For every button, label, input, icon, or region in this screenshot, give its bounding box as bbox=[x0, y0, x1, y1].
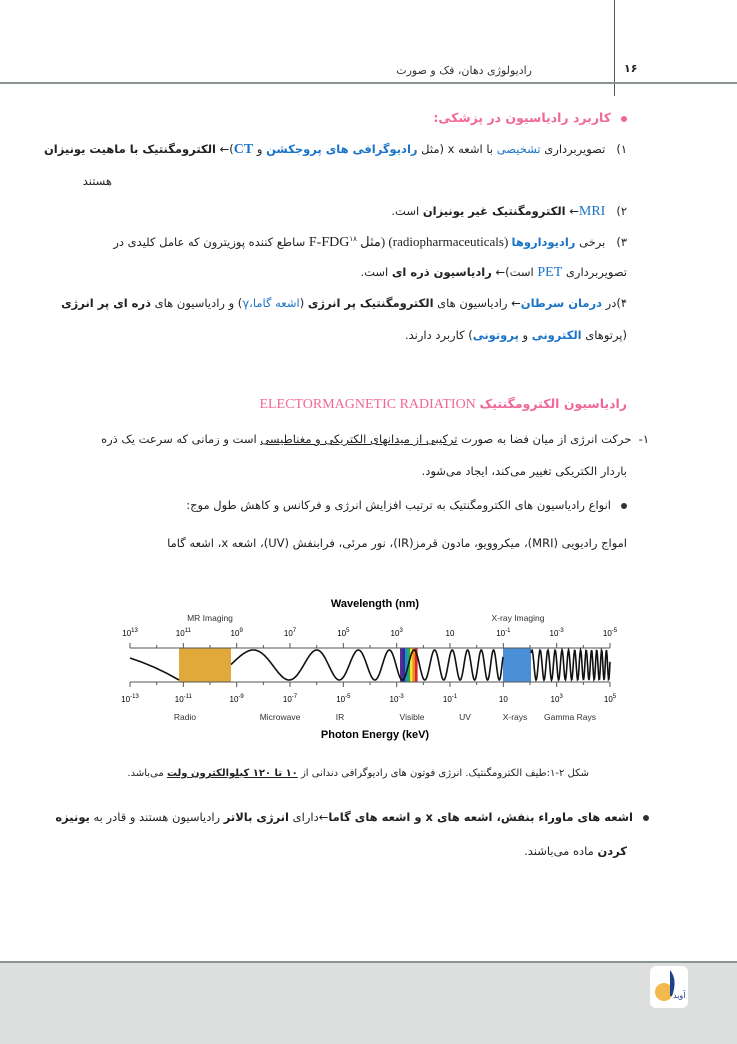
item-number: ۳) bbox=[616, 235, 627, 249]
energy-tick-label: $10^{-1}$ bbox=[442, 694, 458, 704]
item-number: ۱- bbox=[638, 432, 649, 446]
use-item-4-cont bbox=[405, 328, 627, 342]
term: ۱۰ تا ۱۲۰ کیلوالکترون ولت bbox=[166, 768, 298, 779]
energy-tick-label: 10 bbox=[498, 695, 508, 704]
energy-tick-label: $10^5$ bbox=[603, 694, 617, 704]
use-item-4 bbox=[61, 296, 627, 310]
text: و bbox=[518, 328, 532, 342]
text: و bbox=[253, 142, 267, 156]
text: ← رادیاسیون های bbox=[433, 296, 521, 310]
publisher-logo bbox=[650, 966, 688, 1008]
item-number: ۱) bbox=[616, 142, 627, 156]
band-label: Visible bbox=[399, 712, 425, 722]
band-label: IR bbox=[335, 712, 345, 722]
wavelength-tick-label: $10^{-5}$ bbox=[602, 628, 618, 638]
text: رادیاسیون هستند و قادر به bbox=[89, 810, 224, 824]
term: الکترومگنتیک غیر یونیزان bbox=[422, 204, 566, 218]
use-item-2 bbox=[391, 204, 627, 220]
text: ( bbox=[299, 296, 308, 310]
term: PET bbox=[537, 265, 563, 280]
term: الکترومگنتیک با ماهیت یونیزان bbox=[43, 142, 216, 156]
em-types: امواج رادیویی (MRI)، میکروویو، مادون قرمز(IR)، نور مرئی، فرابنفش (UV)، اشعه x، اشعه گاما bbox=[167, 536, 627, 550]
term: انرژی بالاتر bbox=[223, 810, 289, 824]
band-label: Gamma Rays bbox=[544, 712, 596, 722]
energy-tick-label: $10^{-3}$ bbox=[389, 694, 404, 704]
band-label: Microwave bbox=[259, 712, 301, 722]
em-bullet bbox=[186, 498, 627, 512]
text: ماده می‌باشند. bbox=[524, 844, 598, 858]
term: کردن bbox=[597, 844, 627, 858]
superscript: ۱۸ bbox=[349, 235, 357, 244]
energy-tick-label: $10^{-7}$ bbox=[282, 694, 298, 704]
term: اشعه گاما،γ bbox=[242, 296, 300, 310]
term: رادیوداروها bbox=[511, 235, 576, 249]
band-label: X-rays bbox=[502, 712, 528, 722]
item-number: ۲) bbox=[616, 204, 627, 218]
running-header-title: رادیولوژی دهان، فک و صورت bbox=[396, 64, 532, 77]
heading-text: کاربرد رادیاسیون در پزشکی: bbox=[433, 110, 611, 125]
term: یونیزه bbox=[55, 810, 90, 824]
wavelength-tick-label: $10^3$ bbox=[390, 628, 403, 638]
energy-tick-label: $10^{-5}$ bbox=[336, 694, 351, 704]
wavelength-tick-label: $10^{-1}$ bbox=[496, 628, 511, 638]
term: تشخیصی bbox=[496, 142, 541, 156]
text: است. bbox=[391, 204, 423, 218]
wavelength-tick-label: 10 bbox=[445, 629, 455, 638]
heading-en: ELECTORMAGNETIC RADIATION bbox=[259, 397, 476, 412]
svg-text:آوید: آوید bbox=[673, 991, 686, 1000]
em-spectrum-figure bbox=[110, 590, 640, 750]
wavelength-tick-label: $10^9$ bbox=[230, 628, 243, 638]
term: الکترونی bbox=[531, 328, 582, 342]
use-item-1-cont: هستند bbox=[82, 174, 112, 188]
term: رادیاسیون ذره ای bbox=[391, 265, 492, 279]
final-bullet-cont bbox=[524, 844, 627, 858]
term: پروتونی bbox=[472, 328, 519, 342]
term: CT bbox=[233, 142, 254, 157]
term: الکترومگنتیک پر انرژی bbox=[307, 296, 434, 310]
figure-caption bbox=[127, 768, 589, 779]
text: برخی bbox=[575, 235, 606, 249]
text: ←دارای bbox=[289, 810, 329, 824]
underlined-text: ترکیبی از میدانهای الکتریکی و مغناطیسی bbox=[260, 432, 458, 446]
text: (پرتوهای bbox=[581, 328, 627, 342]
energy-tick-label: $10^{-11}$ bbox=[174, 694, 192, 704]
band-label: Radio bbox=[173, 712, 197, 722]
term: درمان سرطان bbox=[520, 296, 602, 310]
page-number: ۱۶ bbox=[624, 62, 638, 75]
mr-band-box bbox=[179, 648, 231, 682]
energy-tick-label: $10^{-9}$ bbox=[229, 694, 244, 704]
header-rule bbox=[0, 82, 737, 84]
text: انواع رادیاسیون های الکترومگنتیک به ترتیب افزایش انرژی و فرکانس و کاهش طول موج: bbox=[186, 498, 611, 512]
wavelength-tick-label: $10^7$ bbox=[283, 628, 297, 638]
text: تصویربرداری bbox=[540, 142, 606, 156]
axis-title-wavelength: Wavelength (nm) bbox=[330, 598, 420, 610]
term: رادیوگرافی های پروجکشن bbox=[266, 142, 418, 156]
wavelength-tick-label: $10^{-3}$ bbox=[549, 628, 564, 638]
term: اشعه های ماوراء بنفش، اشعه های x و اشعه های گاما bbox=[328, 810, 633, 824]
heading-fa: رادیاسیون الکترومگنتیک bbox=[479, 396, 627, 411]
text: ) و رادیاسیون های bbox=[151, 296, 243, 310]
use-item-3-cont bbox=[360, 265, 627, 281]
text: با اشعه x (مثل bbox=[417, 142, 497, 156]
em-para-1 bbox=[101, 432, 649, 446]
wavelength-tick-label: $10^5$ bbox=[337, 628, 350, 638]
text: )← bbox=[215, 142, 234, 156]
text: است و زمانی که سرعت یک ذره bbox=[101, 432, 261, 446]
text: ) کاربرد دارند. bbox=[404, 328, 473, 342]
text: ساطع کننده پوزیترون که عامل کلیدی در bbox=[113, 235, 309, 249]
xray-imaging-label: X-ray Imaging bbox=[491, 613, 545, 623]
energy-tick-label: $10^{-13}$ bbox=[121, 694, 139, 704]
text: ۴)در bbox=[601, 296, 627, 310]
logo-icon bbox=[650, 966, 688, 1008]
text: (radiopharmaceuticals) (مثل bbox=[356, 234, 512, 249]
wavelength-tick-label: $10^{13}$ bbox=[122, 628, 138, 638]
band-label: UV bbox=[459, 712, 471, 722]
energy-tick-label: $10^3$ bbox=[550, 694, 563, 704]
term: MRI bbox=[578, 204, 606, 219]
text: ← bbox=[565, 204, 579, 218]
footer-band bbox=[0, 961, 737, 1044]
bullet-icon bbox=[643, 815, 649, 821]
visible-band-stripe bbox=[413, 648, 416, 682]
em-para-1-cont: باردار الکتریکی تغییر می‌کند، ایجاد می‌شود. bbox=[421, 464, 627, 478]
use-item-1 bbox=[44, 142, 627, 158]
text: می‌باشد. bbox=[127, 768, 167, 779]
text: است. bbox=[360, 265, 392, 279]
text: است)← bbox=[491, 265, 538, 279]
uses-heading bbox=[433, 110, 627, 125]
use-item-3 bbox=[113, 234, 627, 251]
bullet-icon bbox=[621, 116, 627, 122]
text: تصویربرداری bbox=[562, 265, 627, 279]
xray-band-box bbox=[503, 648, 531, 682]
term: ذره ای پر انرژی bbox=[61, 296, 151, 310]
text: حرکت انرژی از میان فضا به صورت bbox=[457, 432, 632, 446]
term: F-FDG bbox=[308, 235, 350, 250]
final-bullet bbox=[55, 810, 649, 824]
axis-title-energy: Photon Energy (keV) bbox=[320, 729, 430, 741]
section-heading bbox=[259, 396, 627, 413]
text: شکل ۲-۱:طیف الکترومگنتیک. انرژی فوتون های رادیوگرافی دندانی از bbox=[297, 768, 589, 779]
mr-imaging-label: MR Imaging bbox=[187, 613, 233, 623]
wavelength-tick-label: $10^{11}$ bbox=[175, 628, 191, 638]
bullet-icon bbox=[621, 503, 627, 509]
